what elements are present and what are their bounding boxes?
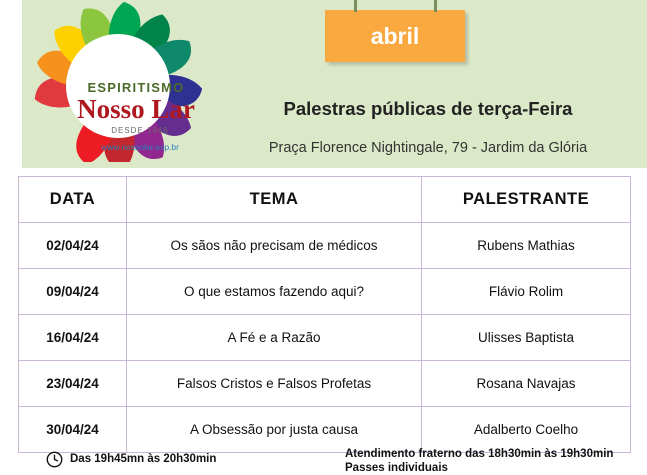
table-row: [19, 361, 631, 407]
month-badge-label: abril: [370, 23, 420, 49]
page-header: [0, 0, 647, 168]
footer-lecture-time: Das 19h45mn às 20h30min: [70, 453, 217, 465]
table-header-row: [19, 177, 631, 223]
logo-nosso-lar-text: Nosso Lar: [77, 94, 195, 124]
footer-individual-passes: Passes individuais: [345, 462, 448, 474]
table-row: [19, 269, 631, 315]
cell-date: 09/04/24: [19, 269, 127, 315]
logo-website-text: www.nossolar.esp.br: [101, 142, 179, 152]
cell-topic: A Fé e a Razão: [127, 315, 422, 361]
table-row: [19, 223, 631, 269]
column-header-speaker: PALESTRANTE: [422, 177, 631, 223]
cell-speaker: Adalberto Coelho: [422, 407, 631, 453]
logo-since-text: DESDE 1946: [111, 126, 169, 135]
cell-topic: Os sãos não precisam de médicos: [127, 223, 422, 269]
cell-topic: O que estamos fazendo aqui?: [127, 269, 422, 315]
cell-topic: A Obsessão por justa causa: [127, 407, 422, 453]
cell-date: 30/04/24: [19, 407, 127, 453]
cell-date: 16/04/24: [19, 315, 127, 361]
table-row: [19, 315, 631, 361]
cell-topic: Falsos Cristos e Falsos Profetas: [127, 361, 422, 407]
schedule-table-wrapper: [18, 176, 630, 453]
month-badge: [325, 10, 465, 62]
cell-speaker: Rosana Navajas: [422, 361, 631, 407]
page-footer: [0, 444, 647, 475]
cell-date: 23/04/24: [19, 361, 127, 407]
cell-speaker: Flávio Rolim: [422, 269, 631, 315]
page-title: Palestras públicas de terça-Feira: [283, 98, 573, 119]
logo-espiritismo-text: ESPIRITISMO: [87, 80, 185, 95]
footer-services: [345, 447, 613, 475]
cell-date: 02/04/24: [19, 223, 127, 269]
venue-address: Praça Florence Nightingale, 79 - Jardim da Glória: [268, 140, 588, 156]
logo: [18, 2, 218, 162]
column-header-topic: TEMA: [127, 177, 422, 223]
cell-speaker: Rubens Mathias: [422, 223, 631, 269]
schedule-table: [18, 176, 631, 453]
cell-speaker: Ulisses Baptista: [422, 315, 631, 361]
column-header-date: DATA: [19, 177, 127, 223]
footer-fraternal-service: Atendimento fraterno das 18h30min às 19h30min: [345, 448, 614, 460]
clock-icon: [46, 451, 63, 468]
